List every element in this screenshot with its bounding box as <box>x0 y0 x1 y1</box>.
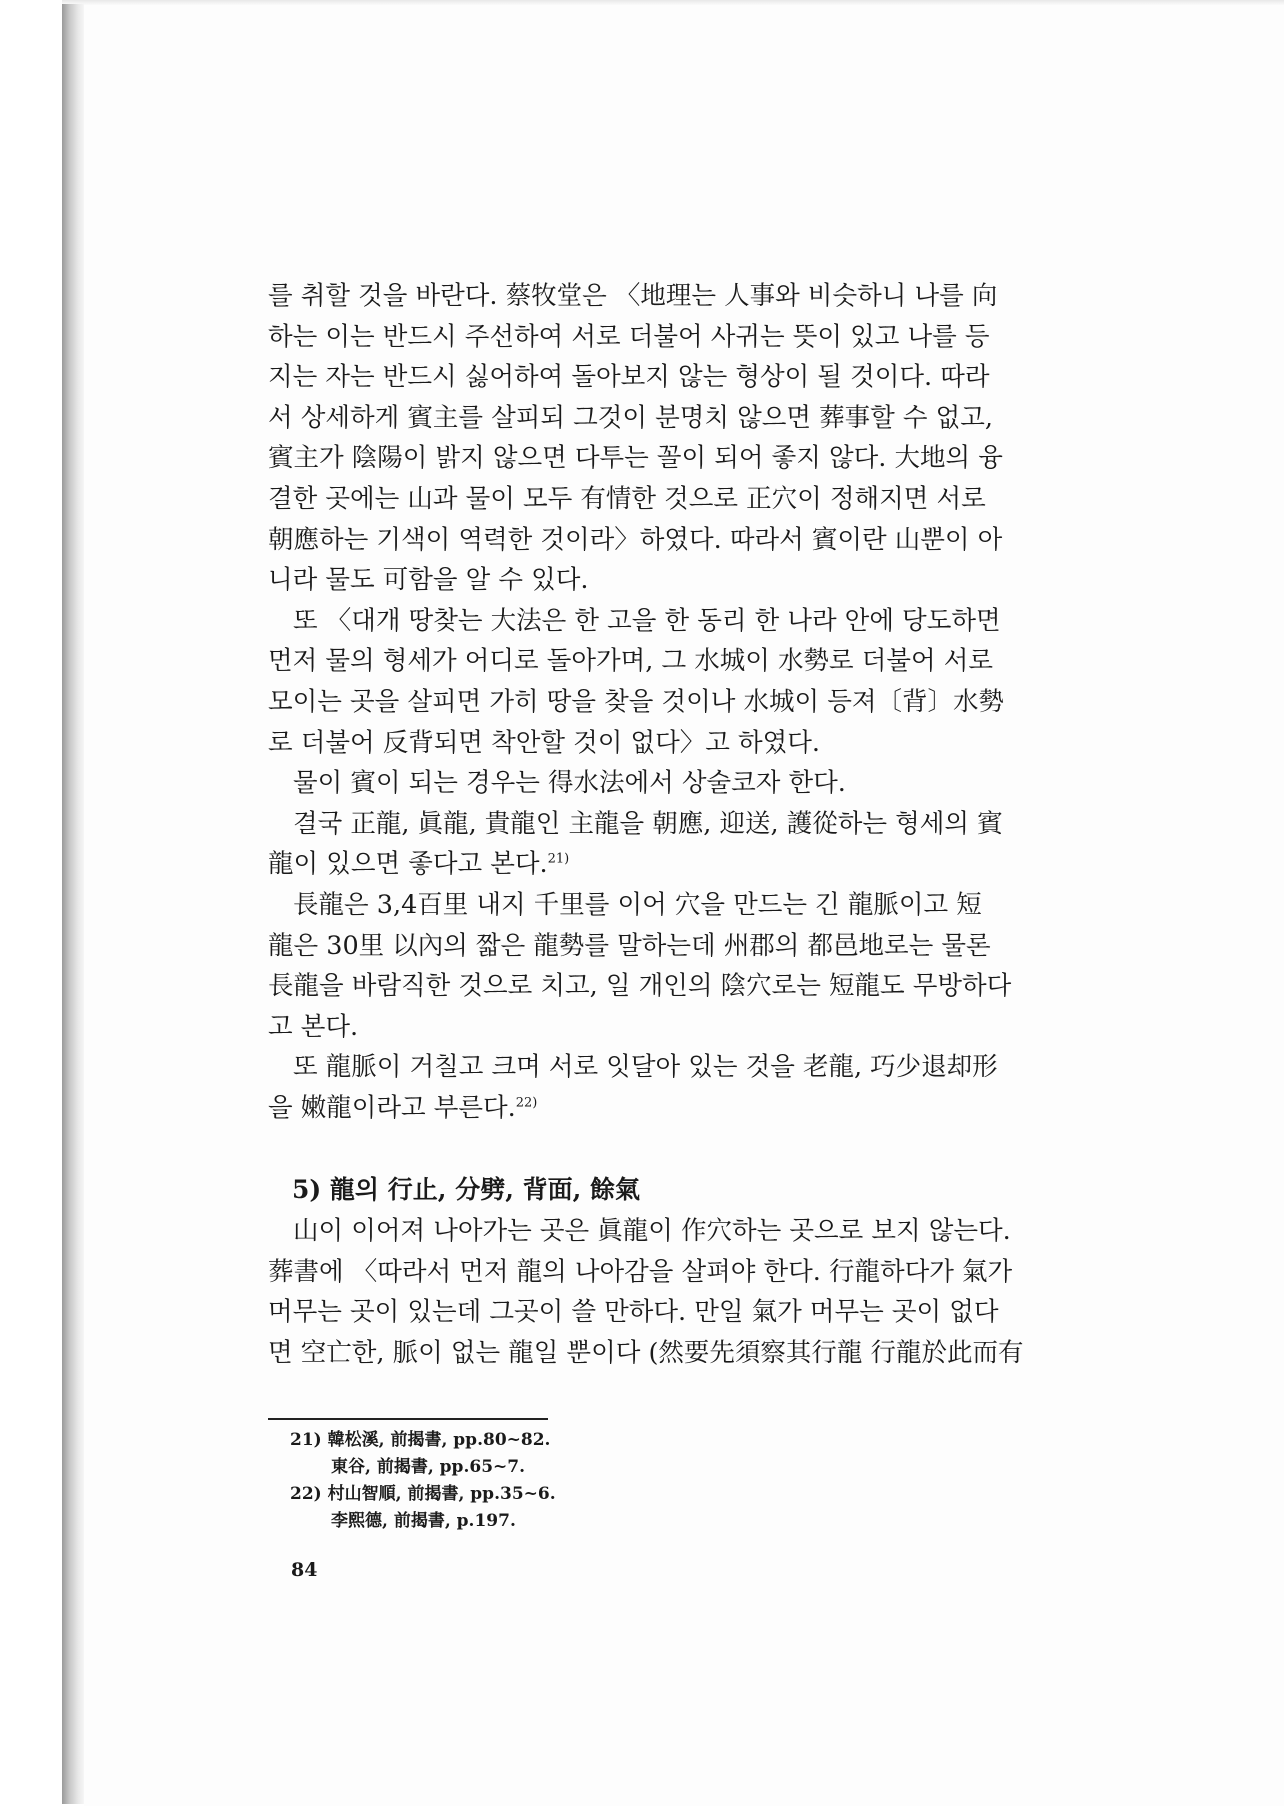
section-heading: 5) 龍의 行止, 分劈, 背面, 餘氣 <box>292 1175 641 1205</box>
footnote-label: 22) <box>290 1484 322 1504</box>
footnote-text: 韓松溪, 前揭書, pp.80~82. <box>327 1430 551 1450</box>
section-gap <box>268 1128 1098 1170</box>
footnote-text: 村山智順, 前揭書, pp.35~6. <box>327 1484 556 1504</box>
footnote-21 <box>290 1427 990 1454</box>
footnote-ref-21: 21) <box>547 851 570 867</box>
footnote-22-cont: 李熙德, 前揭書, p.197. <box>331 1511 516 1531</box>
page-number: 84 <box>291 1559 318 1581</box>
book-spine-shadow <box>62 4 84 1804</box>
paragraph-3: 물이 賓이 되는 경우는 得水法에서 상술코자 한다. <box>293 768 846 799</box>
paragraph-1: 를 취할 것을 바란다. 蔡牧堂은 〈地理는 人事와 비슷하니 나를 向 하는 이는 반드시 주선하여 서로 더불어 사귀는 뜻이 있고 나를 등 지는 자는 반드시 싫어하여 돌아보지 않는 형상이 될 것이다. 따라 서 상세하게 賓主를 살피되 그것이 분명치 않으면 葬事할 수 없고, 賓主가 陰陽이 밝지 않으면 다투는 꼴이 되어 좋지 않다. 大地의 융 결한 곳에는 山과 물이 모두 有情한 것으로 正穴이 정해지면 서로 朝應하는 기색이 역력한 것이라〉하였다. 따라서 賓이란 山뿐이 아 니라 물도 可함을 알 수 있다. <box>268 281 1003 596</box>
paragraph-2: 또 〈대개 땅찾는 大法은 한 고을 한 동리 한 나라 안에 당도하면 먼저 물의 형세가 어디로 돌아가며, 그 水城이 水勢로 더불어 서로 모이는 곳을 살피면 가히 땅을 찾을 것이나 水城이 등져〔背〕水勢 로 더불어 反背되면 착안할 것이 없다〉고 하였다. <box>268 605 1005 758</box>
footnotes <box>290 1427 990 1535</box>
paragraph-4: 결국 正龍, 眞龍, 貴龍인 主龍을 朝應, 迎送, 護從하는 형세의 賓 龍이 있으면 좋다고 본다.$^{21)}$ <box>268 808 1003 880</box>
footnote-label: 21) <box>290 1430 322 1450</box>
footnote-ref-22: 22) <box>515 1095 538 1111</box>
paragraph-6: 또 龍脈이 거칠고 크며 서로 잇달아 있는 것을 老龍, 巧少退却形 을 嫩龍이라고 부른다.$^{22)}$ <box>268 1052 998 1123</box>
footnote-22 <box>290 1481 990 1508</box>
paragraph-7: 山이 이어져 나아가는 곳은 眞龍이 作穴하는 곳으로 보지 않는다. 葬書에 〈따라서 먼저 龍의 나아감을 살펴야 한다. 行龍하다가 氣가 머무는 곳이 있는데 그곳이 쓸 만하다. 만일 氣가 머무는 곳이 없다 면 空亡한, 脈이 없는 龍일 뿐이다 (然要先須察其行龍 行龍於此而有 <box>268 1216 1024 1368</box>
footnote-21-cont: 東谷, 前揭書, pp.65~7. <box>331 1457 526 1477</box>
paragraph-5: 長龍은 3,4百里 내지 千里를 이어 穴을 만드는 긴 龍脈이고 短 龍은 30里 以內의 짧은 龍勢를 말하는데 州郡의 都邑地로는 물론 長龍을 바람직한 것으로 치고, 일 개인의 陰穴로는 短龍도 무방하다 고 본다. <box>268 889 1012 1042</box>
footnote-divider <box>268 1418 548 1420</box>
main-text-block <box>268 276 1098 1373</box>
